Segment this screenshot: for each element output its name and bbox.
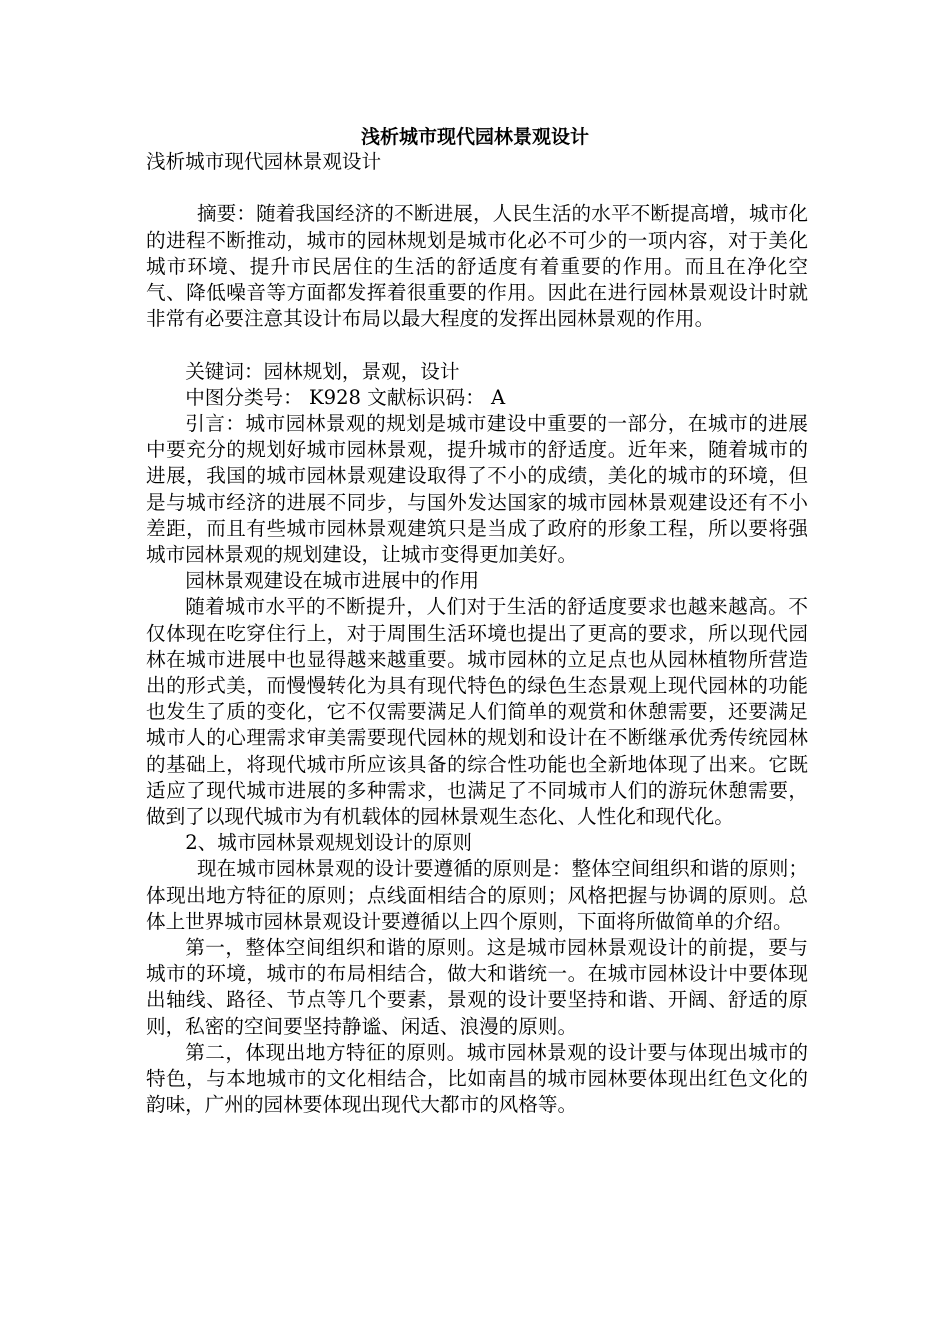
abstract-paragraph: 摘要：随着我国经济的不断进展，人民生活的水平不断提高增，城市化的进程不断推动，城市的园林规划是城市化必不可少的一项内容，对于美化城市环境、提升市民居住的生活的舒适度有着重要的作用。而且在净化空气、降低噪音等方面都发挥着很重要的作用。因此在进行园林景观设计时就非常有必要注意其设计布局以最大程度的发挥出园林景观的作用。: [146, 202, 808, 331]
blank-line: [146, 175, 808, 201]
document-subtitle: 浅析城市现代园林景观设计: [146, 150, 382, 173]
keywords-line: 关键词：园林规划，景观，设计: [185, 359, 460, 383]
body-paragraph-2: 现在城市园林景观的设计要遵循的原则是：整体空间组织和谐的原则；体现出地方特征的原则；点线面相结合的原则；风格把握与协调的原则。总体上世界城市园林景观设计要遵循以上四个原则，下面将所做简单的介绍。: [146, 857, 808, 933]
section-heading-1: 园林景观建设在城市进展中的作用: [185, 569, 480, 593]
document-body: [146, 149, 808, 1118]
body-paragraph-1: 随着城市水平的不断提升，人们对于生活的舒适度要求也越来越高。不仅体现在吃穿住行上，对于周围生活环境也提出了更高的要求，所以现代园林在城市进展中也显得越来越重要。城市园林的立足点也从园林植物所营造出的形式美，而慢慢转化为具有现代特色的绿色生态景观上现代园林的功能也发生了质的变化，它不仅需要满足人们简单的观赏和休憩需要，还要满足城市人的心理需求审美需要现代园林的规划和设计在不断继承优秀传统园林的基础上，将现代城市所应该具备的综合性功能也全新地体现了出来。它既适应了现代城市进展的多种需求，也满足了不同城市人们的游玩休憩需要，做到了以现代城市为有机载体的园林景观生态化、人性化和现代化。: [146, 595, 808, 829]
body-paragraph-4: 第二，体现出地方特征的原则。城市园林景观的设计要与体现出城市的特色，与本地城市的文化相结合，比如南昌的城市园林要体现出红色文化的韵味，广州的园林要体现出现代大都市的风格等。: [146, 1040, 808, 1117]
document-title: 浅析城市现代园林景观设计: [360, 126, 589, 148]
blank-line: [146, 332, 808, 358]
section-heading-2: 2、城市园林景观规划设计的原则: [185, 831, 472, 855]
body-paragraph-3: 第一，整体空间组织和谐的原则。这是城市园林景观设计的前提，要与城市的环境，城市的布局相结合，做大和谐统一。在城市园林设计中要体现出轴线、路径、节点等几个要素，景观的设计要坚持和谐、开阔、舒适的原则，私密的空间要坚持静谧、闲适、浪漫的原则。: [146, 936, 808, 1038]
classification-line: 中图分类号： K928 文献标识码： A: [185, 385, 506, 409]
intro-paragraph: 引言：城市园林景观的规划是城市建设中重要的一部分，在城市的进展中要充分的规划好城市园林景观，提升城市的舒适度。近年来，随着城市的进展，我国的城市园林景观建设取得了不小的成绩，美化的城市的环境，但是与城市经济的进展不同步，与国外发达国家的城市园林景观建设还有不小差距，而且有些城市园林景观建筑只是当成了政府的形象工程，所以要将强城市园林景观的规划建设，让城市变得更加美好。: [146, 412, 808, 567]
